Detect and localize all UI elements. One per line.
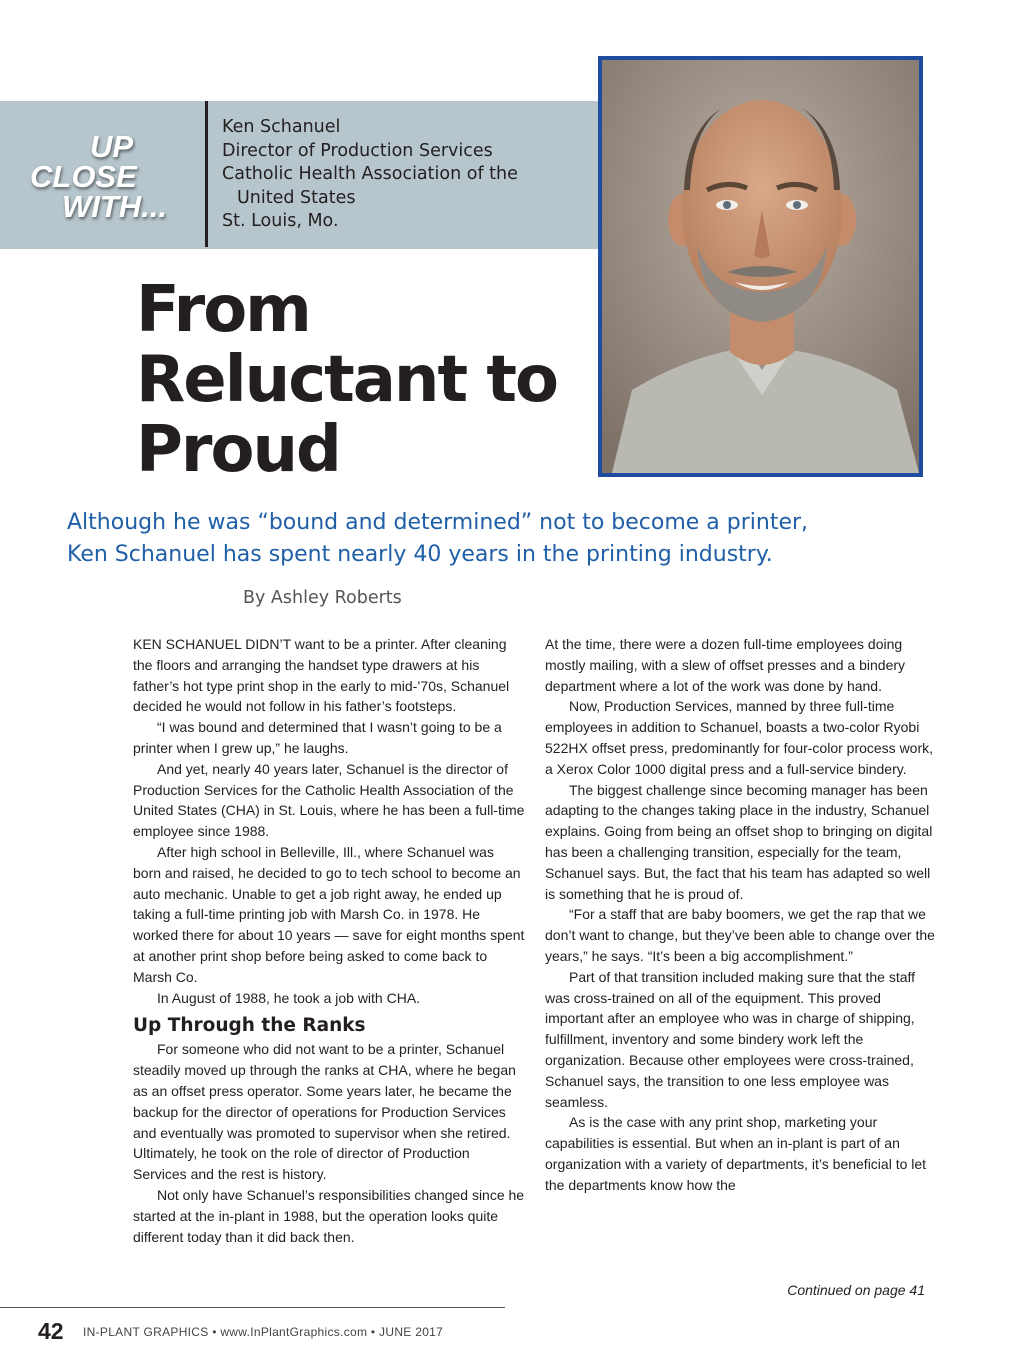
paragraph: And yet, nearly 40 years later, Schanuel is the director of Production Services for the Catholic Health Association of the United States (CHA) in St. Louis, where he has been a full-time employee since 1988. xyxy=(133,760,525,840)
paragraph: For someone who did not want to be a printer, Schanuel steadily moved up through the ranks at CHA, where he began as an offset press operator. Some years later, he became the backup for the director of operations for Production Services and eventually was promoted to supervisor when she retired. Ultimately, he took on the role of director of Production Services and the rest is history. xyxy=(133,1041,516,1183)
paragraph: “I was bound and determined that I wasn’t going to be a printer when I grew up,” he laughs. xyxy=(133,719,502,756)
kicker-line-1: UP xyxy=(90,129,134,164)
byline: By Ashley Roberts xyxy=(243,588,402,608)
paragraph: Not only have Schanuel’s responsibilities changed since he started at the in-plant in 1988, but the operation looks quite different today than it did back then. xyxy=(133,1186,525,1245)
paragraph: Part of that transition included making sure that the staff was cross-trained on all of the equipment. This proved important after an employee who was in charge of shipping, fulfillment, inventory and some bindery work left the organization. Because other employees were cross-trained, Schanuel says, the transition to one less employee was seamless. xyxy=(545,968,916,1110)
deck-line-1: Although he was “bound and determined” not to become a printer, xyxy=(67,510,809,535)
paragraph: “For a staff that are baby boomers, we get the rap that we don’t want to change, but they’ve been able to change over the years,” he says. “It’s been a big accomplishment.” xyxy=(545,906,935,964)
title-line-2: Reluctant to xyxy=(136,343,557,417)
profile-org: Catholic Health Association of the xyxy=(222,164,518,184)
profile-location: St. Louis, Mo. xyxy=(222,211,339,231)
portrait-photo-icon xyxy=(602,60,919,473)
article-deck xyxy=(67,507,967,571)
kicker-line-2: CLOSE xyxy=(30,159,137,194)
article-title xyxy=(136,275,557,485)
body-column-2 xyxy=(545,634,937,1196)
subheading: Up Through the Ranks xyxy=(133,1015,366,1037)
continued-note: Continued on page 41 xyxy=(787,1282,925,1298)
paragraph: After high school in Belleville, Ill., where Schanuel was born and raised, he decided to go to tech school to become an auto mechanic. Unable to get a job right away, he ended up taking a full-time printing job with Marsh Co. in 1978. He worked there for about 10 years — save for eight months spent at another print shop before being asked to come back to Marsh Co. xyxy=(133,843,525,985)
paragraph: At the time, there were a dozen full-time employees doing mostly mailing, with a slew of offset presses and a bindery department where a lot of the work was done by hand. xyxy=(545,636,906,694)
profile-name: Ken Schanuel xyxy=(222,117,341,137)
paragraph: KEN SCHANUEL DIDN’T want to be a printer. After cleaning the floors and arranging the handset type drawers at his father’s hot type print shop in the early to mid-’70s, Schanuel decided he would not follow in his father’s footsteps. xyxy=(133,636,510,715)
portrait-photo xyxy=(598,56,923,477)
footer-text: IN-PLANT GRAPHICS • www.InPlantGraphics.com • JUNE 2017 xyxy=(83,1325,444,1339)
title-line-1: From xyxy=(136,273,310,347)
up-close-kicker xyxy=(22,129,207,224)
deck-line-2: Ken Schanuel has spent nearly 40 years in the printing industry. xyxy=(67,542,773,567)
profile-org-cont: United States xyxy=(237,187,356,208)
body-column-1 xyxy=(133,634,525,1247)
paragraph: Now, Production Services, manned by three full-time employees in addition to Schanuel, boasts a two-color Ryobi 522HX offset press, predominantly for four-color process work, a Xerox Color 1000 digital press and a full-service bindery. xyxy=(545,698,934,777)
profile-title: Director of Production Services xyxy=(222,140,493,161)
footer-rule xyxy=(0,1307,505,1308)
paragraph: The biggest challenge since becoming manager has been adapting to the changes taking place in the industry, Schanuel explains. Going from being an offset shop to bringing on digital has been a challenging transition, especially for the team, Schanuel says. But, the fact that his team has adapted so well is something that he is proud of. xyxy=(545,781,933,902)
kicker-line-3: WITH... xyxy=(62,189,168,224)
page-number: 42 xyxy=(38,1318,64,1344)
paragraph: In August of 1988, he took a job with CHA. xyxy=(157,989,421,1006)
title-line-3: Proud xyxy=(136,413,340,487)
profile-block xyxy=(222,116,518,234)
paragraph: As is the case with any print shop, marketing your capabilities is essential. But when an in-plant is part of an organization with a variety of departments, it’s beneficial to let the departments know how the xyxy=(545,1114,927,1193)
